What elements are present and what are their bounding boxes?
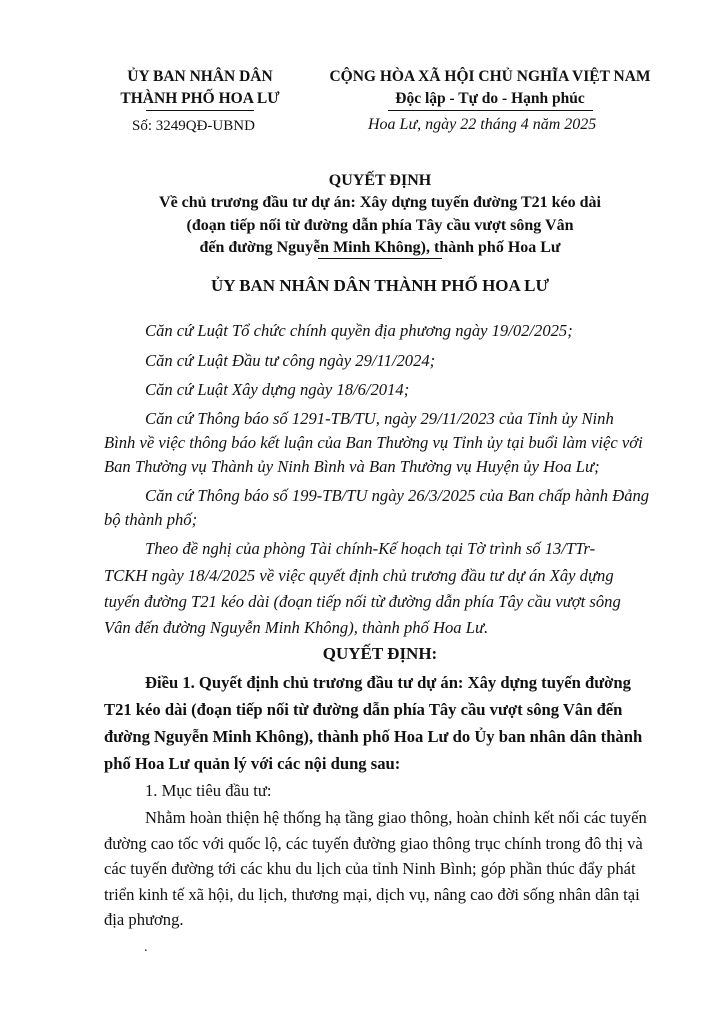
basis-2: Căn cứ Luật Đầu tư công ngày 29/11/2024; <box>145 351 436 370</box>
basis-6-line-4: Vân đến đường Nguyễn Minh Không), thành phố Hoa Lư. <box>104 618 489 637</box>
basis-4-line-1: Căn cứ Thông báo số 1291-TB/TU, ngày 29/11/2023 của Tỉnh ủy Ninh <box>145 409 614 428</box>
title-line-2: (đoạn tiếp nối từ đường dẫn phía Tây cầu vượt sông Vân <box>186 216 574 234</box>
article-1-line-4: phố Hoa Lư quản lý với các nội dung sau: <box>104 754 401 773</box>
issuer-heading: ỦY BAN NHÂN DÂN THÀNH PHỐ HOA LƯ <box>211 276 549 295</box>
article-1-line-3: đường Nguyễn Minh Không), thành phố Hoa Lư do Ủy ban nhân dân thành <box>104 727 643 746</box>
paragraph-line-3: các tuyến đường tới các khu du lịch của tỉnh Ninh Bình; góp phần thúc đẩy phát <box>104 859 636 878</box>
document-type-heading: QUYẾT ĐỊNH <box>328 172 432 189</box>
paragraph-line-4: triển kinh tế xã hội, du lịch, thương mại, dịch vụ, nâng cao đời sống nhân dân tại <box>104 885 640 904</box>
basis-5-line-1: Căn cứ Thông báo số 199-TB/TU ngày 26/3/2025 của Ban chấp hành Đảng <box>145 486 650 505</box>
basis-3: Căn cứ Luật Xây dựng ngày 18/6/2014; <box>145 380 410 399</box>
title-underline <box>318 258 442 259</box>
basis-5-line-2: bộ thành phố; <box>104 510 198 529</box>
basis-4-line-2: Bình về việc thông báo kết luận của Ban Thường vụ Tỉnh ủy tại buổi làm việc với <box>104 433 643 452</box>
basis-6-line-3: tuyến đường T21 kéo dài (đoạn tiếp nối từ đường dẫn phía Tây cầu vượt sông <box>104 592 621 611</box>
basis-6-line-2: TCKH ngày 18/4/2025 về việc quyết định chủ trương đầu tư dự án Xây dựng <box>104 566 614 585</box>
basis-6-line-1: Theo đề nghị của phòng Tài chính-Kế hoạch tại Tờ trình số 13/TTr- <box>145 539 596 558</box>
title-block <box>60 170 700 260</box>
motto-underline <box>388 110 593 111</box>
title-line-3: đến đường Nguyễn Minh Không), thành phố Hoa Lư <box>199 239 561 256</box>
basis-4-line-3: Ban Thường vụ Thành ủy Ninh Bình và Ban Thường vụ Huyện ủy Hoa Lư; <box>104 457 600 476</box>
agency-line-2: THÀNH PHỐ HOA LƯ <box>120 90 280 107</box>
nation-line-2: Độc lập - Tự do - Hạnh phúc <box>395 90 585 107</box>
document-number: Số: 3249QĐ-UBND <box>132 118 255 134</box>
agency-block <box>100 66 300 110</box>
agency-underline <box>146 110 254 111</box>
article-1-line-2: T21 kéo dài (đoạn tiếp nối từ đường dẫn phía Tây cầu vượt sông Vân đến <box>104 700 623 719</box>
place-and-date: Hoa Lư, ngày 22 tháng 4 năm 2025 <box>368 116 597 133</box>
decision-heading: QUYẾT ĐỊNH: <box>322 644 438 663</box>
paragraph-line-5: địa phương. <box>104 910 184 929</box>
paragraph-line-2: đường cao tốc với quốc lộ, các tuyến đường giao thông trục chính trong đô thị và <box>104 834 643 853</box>
item-1-heading: 1. Mục tiêu đầu tư: <box>145 781 272 800</box>
trailing-mark: . <box>144 940 148 955</box>
national-motto-block <box>316 66 664 110</box>
article-1-line-1: Điều 1. Quyết định chủ trương đầu tư dự án: Xây dựng tuyến đường <box>145 673 631 692</box>
agency-line-1: ỦY BAN NHÂN DÂN <box>127 68 273 85</box>
nation-line-1: CỘNG HÒA XÃ HỘI CHỦ NGHĨA VIỆT NAM <box>329 68 651 85</box>
title-line-1: Về chủ trương đầu tư dự án: Xây dựng tuyến đường T21 kéo dài <box>159 194 601 211</box>
basis-1: Căn cứ Luật Tổ chức chính quyền địa phương ngày 19/02/2025; <box>145 321 573 340</box>
paragraph-line-1: Nhằm hoàn thiện hệ thống hạ tầng giao thông, hoàn chỉnh kết nối các tuyến <box>145 808 647 827</box>
